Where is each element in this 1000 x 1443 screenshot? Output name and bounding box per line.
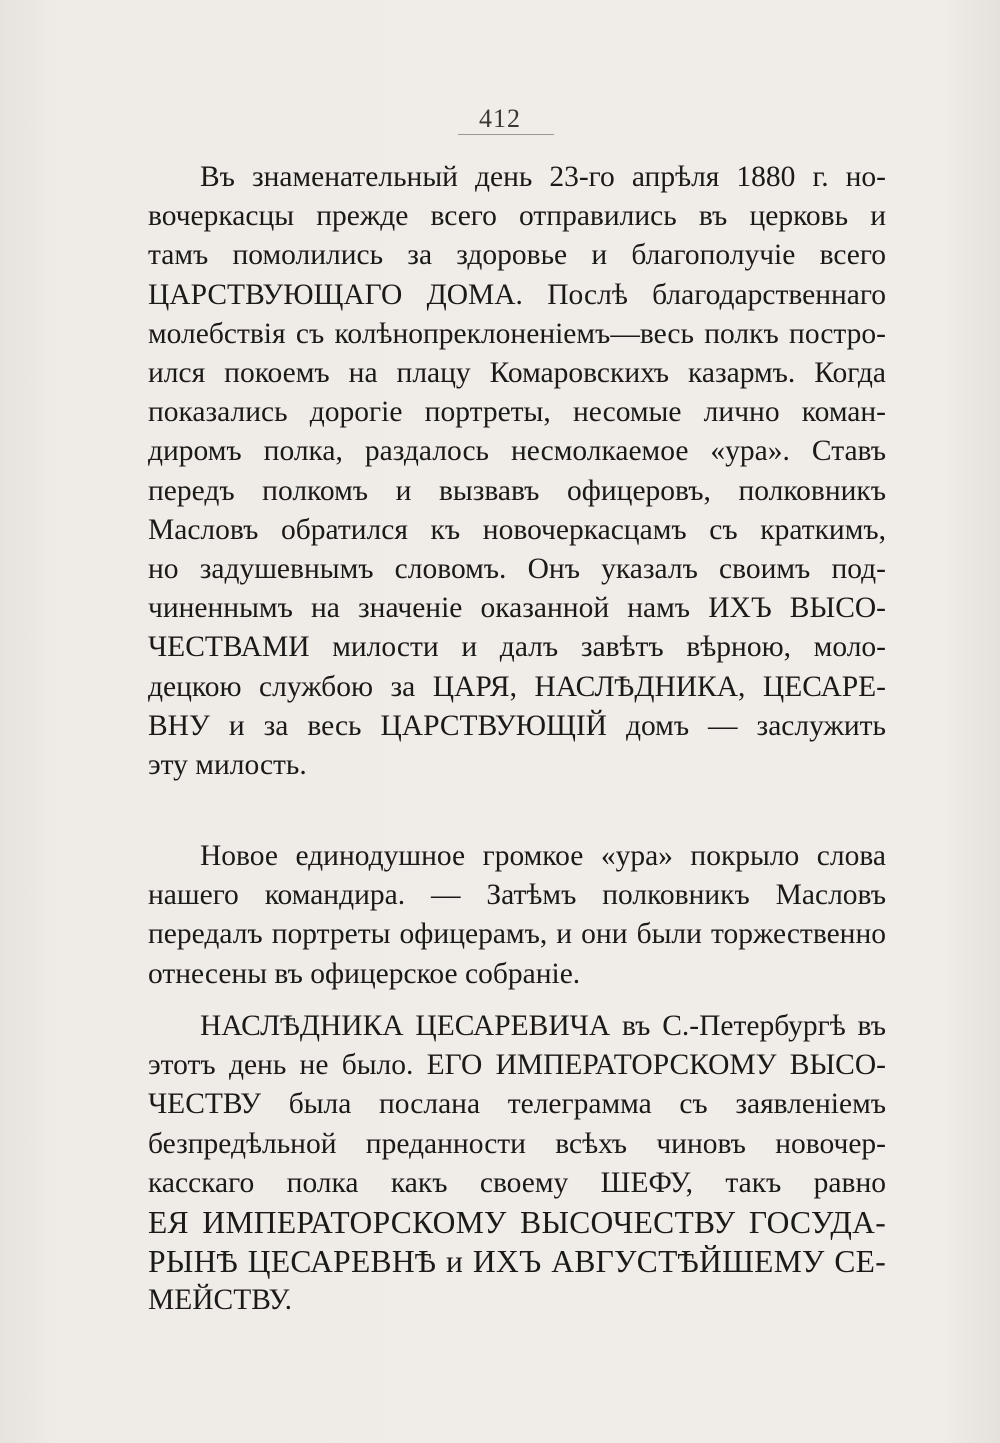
- text-line: ился покоемъ на плацу Комаровскихъ казармъ. Когда: [148, 357, 886, 390]
- text-line: ЦАРСТВУЮЩАГО ДОМА. Послѣ благодарственнаго: [148, 278, 886, 311]
- paragraph-2: [148, 837, 886, 994]
- text-line: безпредѣльной преданности всѣхъ чиновъ новочер-: [148, 1127, 886, 1160]
- text-line: передъ полкомъ и вызвавъ офицеровъ, полковникъ: [148, 474, 886, 507]
- text-line: ЧЕСТВАМИ милости и далъ завѣтъ вѣрною, моло-: [148, 631, 886, 664]
- page-number: 412: [479, 104, 521, 133]
- text-line: Новое единодушное громкое «ура» покрыло слова: [200, 840, 886, 872]
- text-line: ВНУ и за весь ЦАРСТВУЮЩІЙ домъ — заслужить: [148, 709, 886, 742]
- text-line: вочеркасцы прежде всего отправились въ церковь и: [148, 200, 886, 233]
- text-line: отнесены въ офицерское собраніе.: [148, 957, 581, 990]
- text-line: нашего командира. — Затѣмъ полковникъ Масловъ: [148, 879, 886, 912]
- text-line: показались дорогіе портреты, несомые лично коман-: [148, 396, 886, 429]
- text-line: Масловъ обратился къ новочеркасцамъ съ краткимъ,: [148, 513, 886, 546]
- header-rule: [458, 134, 554, 135]
- text-line: РЫНѢ ЦЕСАРЕВНѢ и ИХЪ АВГУСТѢЙШЕМУ СЕ-: [148, 1244, 886, 1280]
- text-line: касскаго полка какъ своему ШЕФУ, такъ равно: [148, 1166, 886, 1199]
- text-line: децкою службою за ЦАРЯ, НАСЛѢДНИКА, ЦЕСАРЕ-: [148, 670, 886, 703]
- text-line: Въ знаменательный день 23-го апрѣля 1880 г. но-: [200, 161, 886, 193]
- text-line: молебствія съ колѣнопреклоненіемъ—весь полкъ постро-: [148, 317, 886, 350]
- text-line: НАСЛѢДНИКА ЦЕСАРЕВИЧА въ С.-Петербургѣ въ: [200, 1010, 886, 1042]
- text-line: чиненнымъ на значеніе оказанной намъ ИХЪ ВЫСО-: [148, 592, 886, 625]
- text-line: тамъ помолились за здоровье и благополучіе всего: [148, 239, 886, 272]
- text-line: но задушевнымъ словомъ. Онъ указалъ своимъ под-: [148, 553, 886, 586]
- text-line: передалъ портреты офицерамъ, и они были торжественно: [148, 918, 886, 951]
- text-line: диромъ полка, раздалось несмолкаемое «ура». Ставъ: [148, 435, 886, 468]
- text-line: ЕЯ ИМПЕРАТОРСКОМУ ВЫСОЧЕСТВУ ГОСУДА-: [148, 1205, 886, 1241]
- paragraph-1: [148, 158, 886, 785]
- text-line: этотъ день не было. ЕГО ИМПЕРАТОРСКОМУ ВЫСО-: [148, 1049, 886, 1082]
- text-line: эту милость.: [148, 749, 307, 782]
- paragraph-3: [148, 1007, 886, 1321]
- text-line: ЧЕСТВУ была послана телеграмма съ заявленіемъ: [148, 1088, 886, 1121]
- text-line: МЕЙСТВУ.: [148, 1284, 292, 1317]
